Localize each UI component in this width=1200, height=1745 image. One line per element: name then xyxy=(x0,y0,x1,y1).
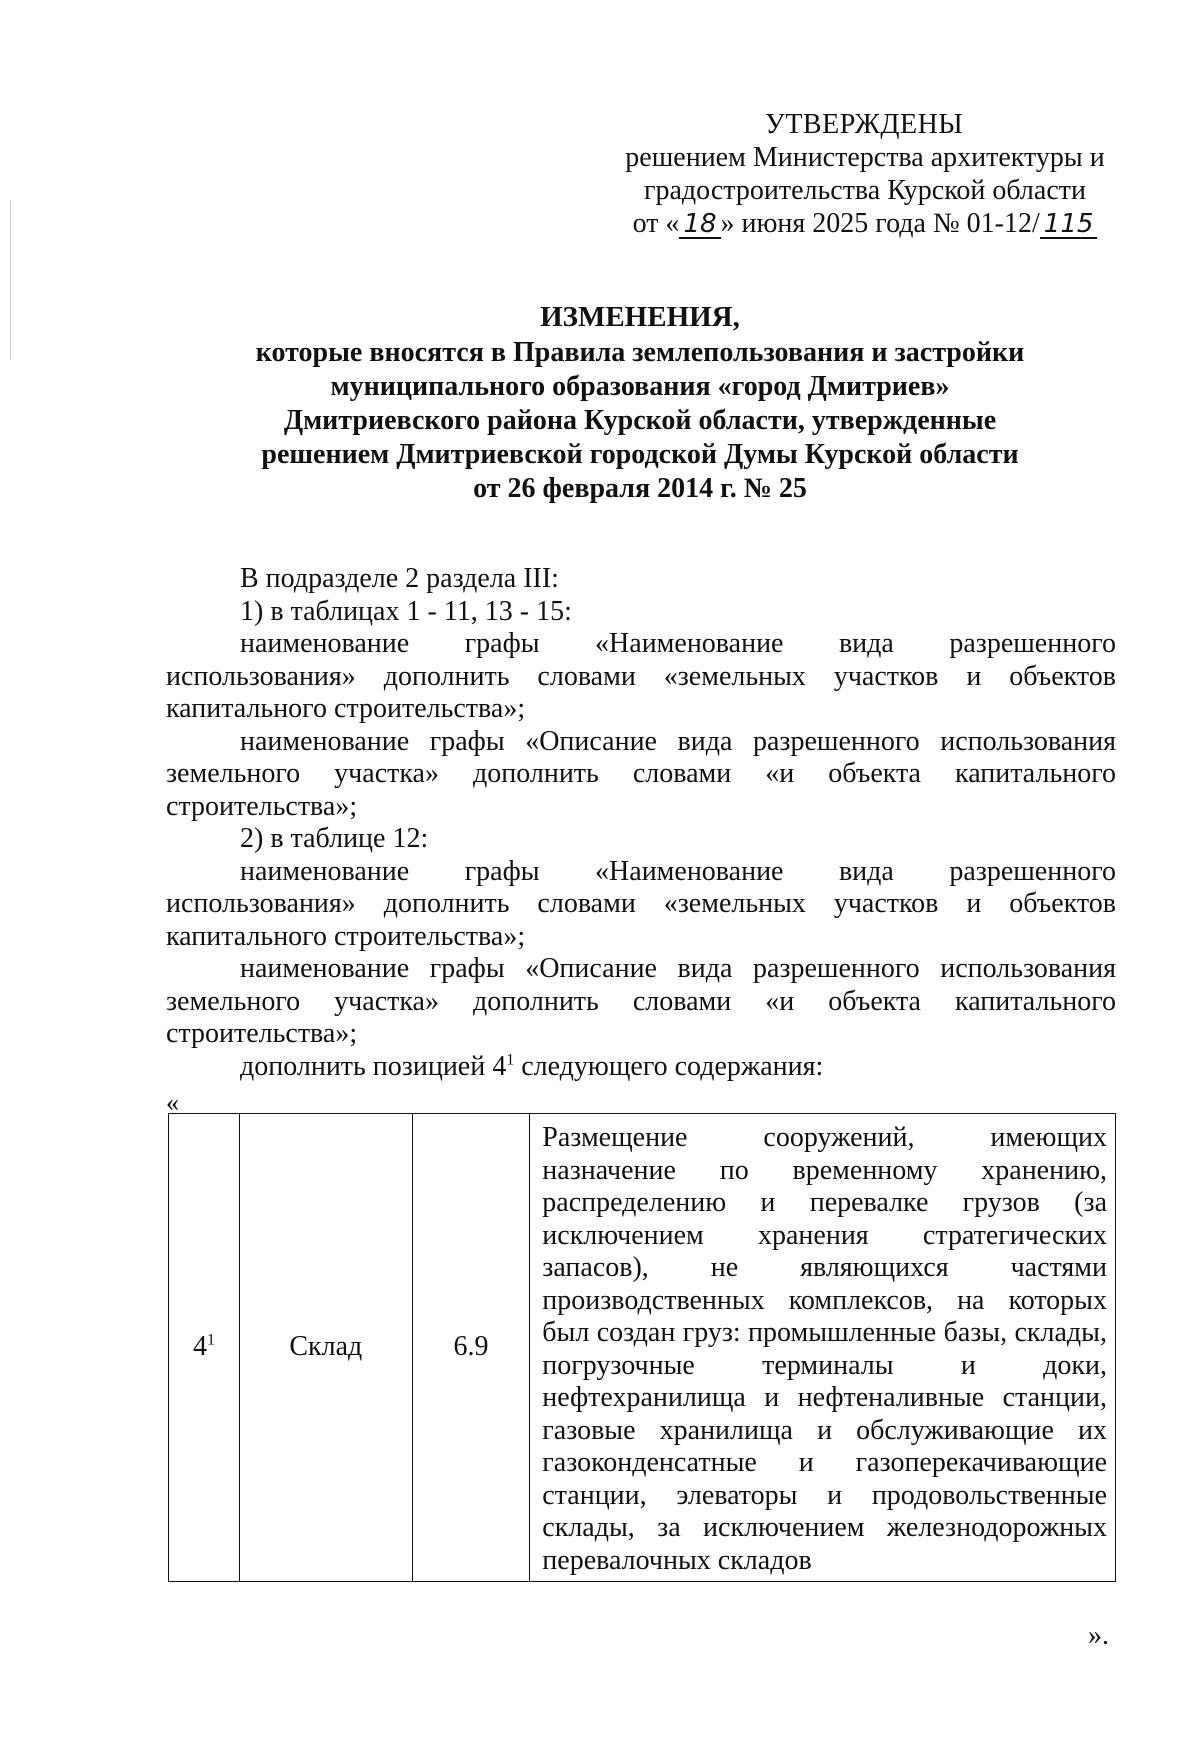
title-line: Дмитриевского района Курской области, утвержденные xyxy=(283,405,997,436)
paragraph-amendment: наименование графы «Описание вида разрешенного использования земельного участка» дополнить словами «и объекта капитального строительства»; xyxy=(166,953,1116,1049)
title-line: от 26 февраля 2014 г. № 25 xyxy=(473,473,807,504)
add-position-text-end: следующего содержания: xyxy=(514,1050,824,1082)
title-line: муниципального образования «город Дмитриев» xyxy=(330,371,950,402)
title-line: которые вносятся в Правила землепользования и застройки xyxy=(255,337,1025,368)
cell-name: Склад xyxy=(239,1114,412,1582)
cell-description: Размещение сооружений, имеющих назначение по временному хранению, распределению и перевалке грузов (за исключением хранения стратегических запасов), не являющихся частями производственных комплексов, на которых был создан груз: промышленные базы, склады, погрузочные терминалы и доки, нефтехранилища и нефтеналивные станции, газовые хранилища и обслуживающие их газоконденсатные и газоперекачивающие станции, элеваторы и продовольственные склады, за исключением железнодорожных перевалочных складов xyxy=(530,1114,1116,1582)
title-main: ИЗМЕНЕНИЯ, xyxy=(540,301,740,333)
paragraph-item-2: 2) в таблице 12: xyxy=(240,823,429,854)
opening-quote: « xyxy=(166,1088,179,1117)
handwritten-day: 18 xyxy=(679,211,720,239)
paragraph-amendment: наименование графы «Описание вида разрешенного использования земельного участка» дополнить словами «и объекта капитального строительства»; xyxy=(166,725,1116,822)
document-title xyxy=(160,300,1120,506)
position-table xyxy=(168,1113,1116,1582)
document-body xyxy=(166,563,1116,1083)
approval-date-line xyxy=(610,207,1120,240)
superscript: 1 xyxy=(506,1051,515,1069)
table-row xyxy=(169,1114,1116,1582)
paragraph-add-position xyxy=(166,1051,1116,1084)
add-position-text: дополнить позицией 4 xyxy=(240,1050,507,1082)
approval-heading: УТВЕРЖДЕНЫ xyxy=(765,109,964,140)
paragraph-amendment: наименование графы «Наименование вида разрешенного использования» дополнить словами «земельных участков и объектов капитального строительства»; xyxy=(166,855,1116,952)
title-line: решением Дмитриевской городской Думы Курской области xyxy=(261,439,1019,470)
date-middle: » июня 2025 года № 01-12/ xyxy=(720,208,1040,239)
position-number: 4 xyxy=(192,1331,207,1363)
scan-margin-mark xyxy=(10,200,11,360)
handwritten-number: 115 xyxy=(1040,211,1098,239)
cell-code: 6.9 xyxy=(412,1114,530,1582)
closing-quote: ». xyxy=(1088,1620,1109,1651)
position-superscript: 1 xyxy=(206,1331,215,1349)
paragraph-section: В подразделе 2 раздела III: xyxy=(240,563,559,594)
paragraph-item-1: 1) в таблицах 1 - 11, 13 - 15: xyxy=(240,595,572,627)
paragraph-amendment: наименование графы «Наименование вида разрешенного использования» дополнить словами «земельных участков и объектов капитального строительства»; xyxy=(166,628,1116,724)
date-prefix: от « xyxy=(632,208,680,239)
approval-line-1: решением Министерства архитектуры и xyxy=(625,142,1105,173)
approval-stamp xyxy=(600,108,1120,240)
approval-line-2: градостроительства Курской области xyxy=(644,175,1086,206)
cell-number xyxy=(169,1114,240,1582)
